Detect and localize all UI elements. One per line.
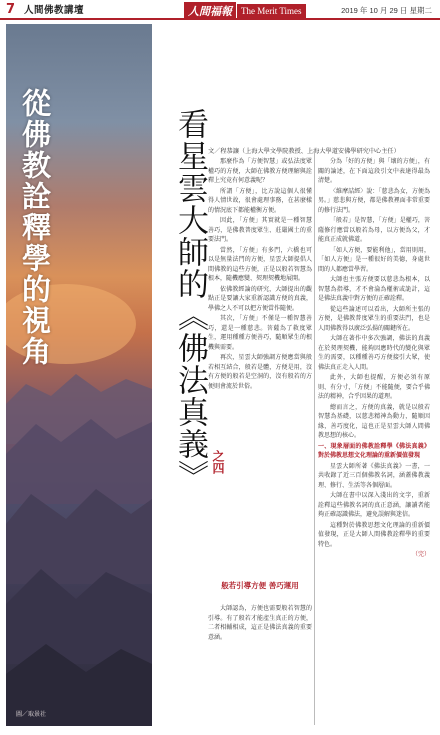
article-column-1-lower <box>208 604 312 730</box>
paragraph: 分為「好的方便」與「壞的方便」，有關的論述，在下面這段引文中表達得最為清楚。 <box>318 158 430 184</box>
page-number: 7 <box>6 1 16 17</box>
paragraph: 其次，「方便」不僅是一種智慧善巧，還是一種慈悲。菩薩為了救度眾生，運用種種方便善巧，隨順眾生的根機與需要。 <box>208 315 312 351</box>
paragraph: 那麼作為「方便智慧」或弘法度眾權巧的方便，大師在佛教方便理解與詮釋上究竟有何意義呢？ <box>208 158 312 184</box>
paragraph: 星雲大師所著《佛法真義》一書，一共收錄了近三百個佛教名詞，涵蓋佛教義理、修行、生活等各個層面。 <box>318 462 430 489</box>
paragraph: 此外，大師也提醒，方便必須有原則、有分寸，「方便」不能隨便，要合乎佛法的精神，合乎因果的道理。 <box>318 374 430 400</box>
masthead-english: The Merit Times <box>237 4 306 18</box>
paragraph: 所謂「方便」，比方說這個人很懂得人情世故，很會處理事務，在甚麼樣的情況底下都能權衡方便。 <box>208 187 312 214</box>
section-subheading: 般若引導方便 善巧運用 <box>221 581 299 590</box>
article-title: 看星雲大師的《佛法真義》 <box>172 108 208 492</box>
paragraph: 依佛教經論的研究，大師提出的觀點正是要讓大家重新認識方便的真義，學佛之人不可以把方便當作隨便。 <box>208 285 312 312</box>
paragraph: 從這些論述可以看出，大師所主張的方便，是佛教普度眾生的重要法門，也是人間佛教得以廣泛弘揚的關鍵所在。 <box>318 305 430 332</box>
author-byline: 文／程恭讓（上海大學文學院教授、上海大學道安佛學研究中心主任） <box>208 148 400 155</box>
section-heading: 一、現象層面的佛教詮釋學《佛法真義》對於佛教思想文化理論的重新價值發現 <box>318 442 430 459</box>
paragraph: 當然，「方便」有多門，六橋也可以是無量法門的方便，星雲大師提倡人間佛教的這些方便，正是以般若智慧為根本，隨機應變、契理契機地展開。 <box>208 246 312 282</box>
paragraph: 「如人方便，要能利他」，當用則用，「如人方便」是一種很好的美德，身處世間的人都應當學習。 <box>318 246 430 273</box>
end-mark: （完） <box>411 551 430 558</box>
paragraph: 「般若」是智慧，「方便」是權巧，菩薩修行應當以般若為母，以方便為父，才能真正成就佛道。 <box>318 217 430 243</box>
masthead <box>184 2 306 20</box>
paragraph: 因此，「方便」其實就是一種智慧善巧，是佛教普度眾生、莊嚴國土的重要法門。 <box>208 217 312 243</box>
page-header <box>0 0 440 20</box>
section-name: 人間佛教講壇 <box>24 5 85 16</box>
vertical-headline: 從佛教詮釋學的視角 <box>18 88 52 367</box>
paragraph: 大師在書中以深入淺出的文字，重新詮釋這些佛教名詞的真正意涵，讓讀者能夠正確認識佛法，避免誤解與迷信。 <box>318 492 430 518</box>
article-part-label: 之四 <box>211 450 225 474</box>
paragraph: 再次，星雲大師強調方便應當與般若相互結合，般若是體，方便是用，沒有方便的般若是空洞的，沒有般若的方便則會流於世俗。 <box>208 354 312 390</box>
paragraph: 這種對於佛教思想文化理論的重新價值發現，正是大師人間佛教詮釋學的重要特色。 <box>318 521 430 548</box>
paragraph: 大師在著作中多次強調，佛法的真義在於契理契機，能夠因應時代的變化與眾生的需要，以種種善巧方便接引大眾，使佛法真正走入人間。 <box>318 335 430 371</box>
article-column-2 <box>318 157 430 727</box>
paragraph: 總而言之，方便的真義，就是以般若智慧為基礎，以慈悲精神為動力，隨順因緣，善巧度化，這也正是星雲大師人間佛教思想的核心。 <box>318 403 430 439</box>
issue-date: 2019 年 10 月 29 日 星期二 <box>341 6 432 15</box>
photo-credit: 圖／取景社 <box>16 711 47 718</box>
paragraph: 〈維摩詰經〉說：「慈悲為女，方便為男。」慈悲與方便，都是佛教裡面非常重要的修行法門。 <box>318 187 430 214</box>
article-column-1 <box>208 157 312 527</box>
masthead-logo: 人間福報 <box>184 2 236 20</box>
sunset-mountain-photo <box>6 24 152 726</box>
column-divider <box>314 150 315 725</box>
paragraph: 大師也主張方便要以慈悲為根本，以智慧為指導，才不會淪為權術或詭計，這是佛法真義中對方便的正確詮釋。 <box>318 276 430 302</box>
paragraph: 大師認為，方便也需要般若智慧的引導。有了般若才能產生真正的方便，二者相輔相成，這正是佛法真義的重要意涵。 <box>208 605 312 641</box>
